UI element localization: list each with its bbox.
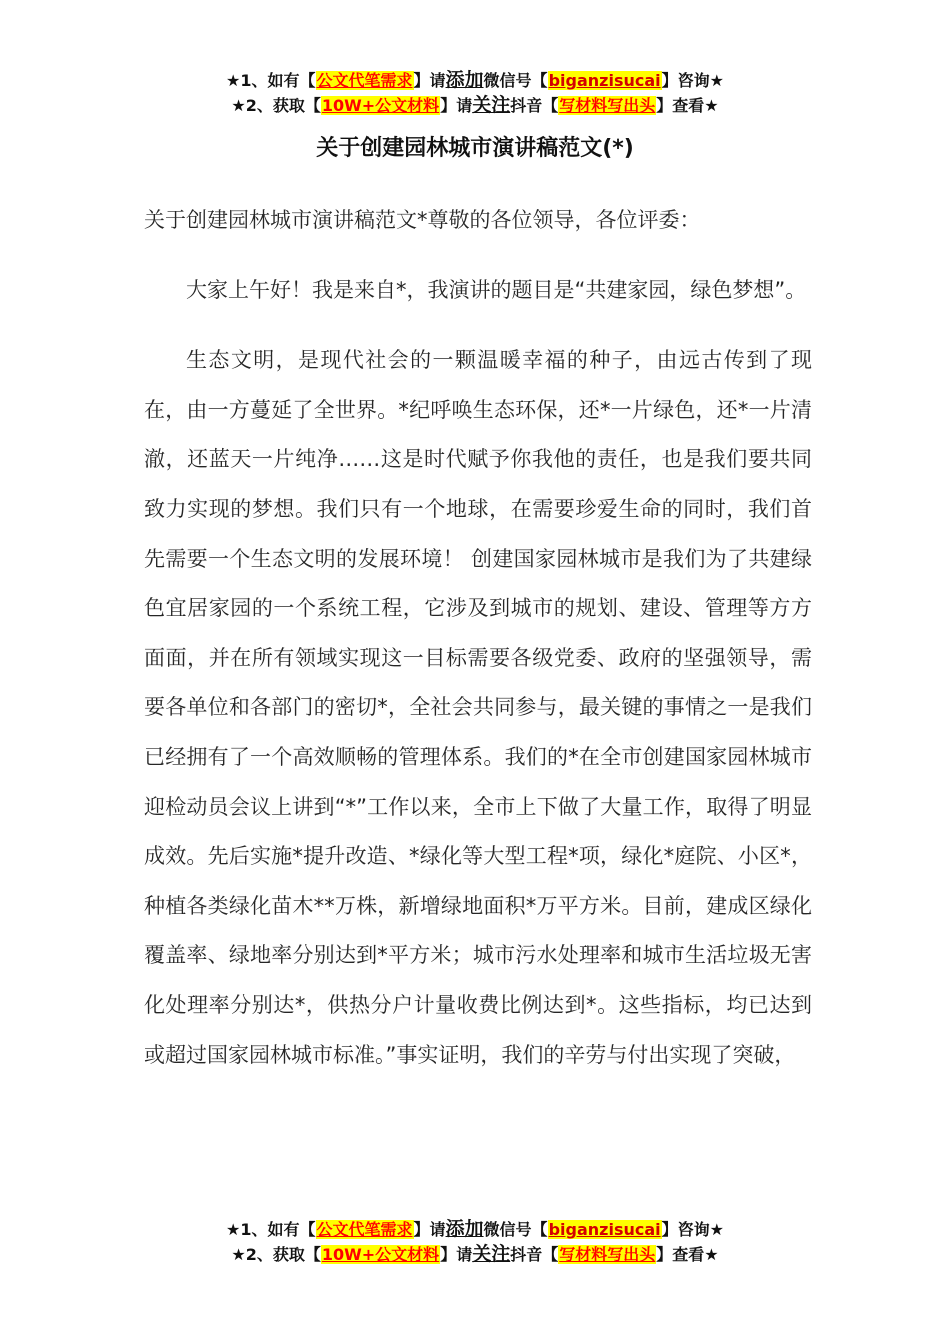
footer-banner [0, 1217, 950, 1267]
star-icon: ★ [231, 1245, 246, 1264]
wechat-id-highlight: biganzisucai [548, 71, 661, 90]
ghostwriting-highlight: 公文代笔需求 [316, 71, 413, 90]
footer-line-2-mid: 】请 [440, 1245, 473, 1264]
header-line-2-prefix: 2、获取【 [245, 96, 321, 115]
footer-line-2-suffix: 】查看★ [656, 1245, 719, 1264]
document-body [144, 196, 812, 1080]
star-icon: ★ [226, 71, 241, 90]
star-icon: ★ [226, 1220, 241, 1239]
add-emphasis: 添加 [445, 69, 484, 91]
header-line-1-prefix: 1、如有【 [240, 71, 316, 90]
header-line-2-mid2: 抖音【 [510, 96, 559, 115]
footer-line-1-prefix: 1、如有【 [240, 1220, 316, 1239]
footer-line-2-prefix: 2、获取【 [245, 1245, 321, 1264]
greeting-paragraph: 大家上午好！我是来自*，我演讲的题目是“共建家园，绿色梦想”。 [186, 277, 807, 302]
header-banner [0, 68, 950, 118]
document-title: 关于创建园林城市演讲稿范文(*) [316, 136, 634, 161]
footer-line-2 [0, 1242, 950, 1267]
opening-paragraph: 关于创建园林城市演讲稿范文*尊敬的各位领导，各位评委： [144, 208, 701, 232]
header-line-1-mid: 】请 [413, 71, 446, 90]
wechat-id-highlight: biganzisucai [548, 1220, 661, 1239]
header-line-1-mid2: 微信号【 [483, 71, 548, 90]
materials-highlight: 10W+公文材料 [321, 1245, 440, 1264]
header-line-2-suffix: 】查看★ [656, 96, 719, 115]
follow-emphasis: 关注 [472, 1243, 511, 1265]
footer-line-1 [0, 1217, 950, 1242]
footer-line-2-mid2: 抖音【 [510, 1245, 559, 1264]
header-line-2 [0, 93, 950, 118]
header-line-1-suffix: 】咨询★ [661, 71, 724, 90]
follow-emphasis: 关注 [472, 94, 511, 116]
body-paragraph: 生态文明，是现代社会的一颗温暖幸福的种子，由远古传到了现在，由一方蔓延了全世界。*纪呼唤生态环保，还*一片绿色，还*一片清澈，还蓝天一片纯净……这是时代赋予你我他的责任，也是我们要共同致力实现的梦想。我们只有一个地球，在需要珍爱生命的同时，我们首先需要一个生态文明的发展环境！ 创建国家园林城市是我们为了共建绿色宜居家园的一个系统工程，它涉及到城市的规划、建设、管理等方方面面，并在所有领域实现这一目标需要各级党委、政府的坚强领导，需要各单位和各部门的密切*，全社会共同参与，最关键的事情之一是我们已经拥有了一个高效顺畅的管理体系。我们的*在全市创建国家园林城市迎检动员会议上讲到“*”工作以来，全市上下做了大量工作，取得了明显成效。先后实施*提升改造、*绿化等大型工程*项，绿化*庭院、小区*，种植各类绿化苗木**万株，新增绿地面积*万平方米。目前，建成区绿化覆盖率、绿地率分别达到*平方米；城市污水处理率和城市生活垃圾无害化处理率分别达*，供热分户计量收费比例达到*。这些指标，均已达到或超过国家园林城市标准。”事实证明，我们的辛劳与付出实现了突破， [144, 348, 812, 1067]
footer-line-1-suffix: 】咨询★ [661, 1220, 724, 1239]
materials-highlight: 10W+公文材料 [321, 96, 440, 115]
footer-line-1-mid2: 微信号【 [483, 1220, 548, 1239]
star-icon: ★ [231, 96, 246, 115]
add-emphasis: 添加 [445, 1218, 484, 1240]
douyin-account-highlight: 写材料写出头 [559, 96, 656, 115]
ghostwriting-highlight: 公文代笔需求 [316, 1220, 413, 1239]
footer-line-1-mid: 】请 [413, 1220, 446, 1239]
header-line-2-mid: 】请 [440, 96, 473, 115]
header-line-1 [0, 68, 950, 93]
douyin-account-highlight: 写材料写出头 [559, 1245, 656, 1264]
